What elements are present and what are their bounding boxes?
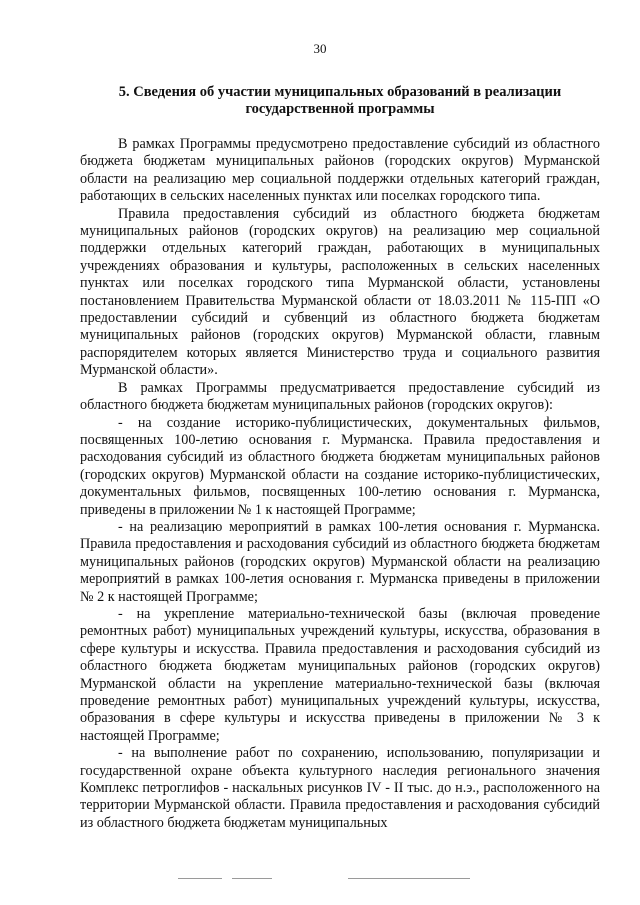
list-item-anniversary-events: - на реализацию мероприятий в рамках 100-летия основания г. Мурманска. Правила предоставления и расходования субсидий из областного бюджета бюджетам муниципальных районов (городских округов) Мурманской области на реализацию мероприятий в рамках 100-летия основания г. Мурманска приведены в приложении № 2 к настоящей Программе;: [80, 518, 600, 605]
list-item-petroglyphs: - на выполнение работ по сохранению, использованию, популяризации и государственной охране объекта культурного наследия регионального значения Комплекс петроглифов - наскальных рисунков IV - II тыс. до н.э., расположенного на территории Мурманской области. Правила предоставления и расходования субсидий из областного бюджета бюджетам муниципальных: [80, 745, 600, 831]
paragraph-program-subsidies: В рамках Программы предусматривается предоставление субсидий из областного бюджета бюджетам муниципальных районов (городских округов):: [80, 379, 600, 414]
footer-divider: [178, 878, 222, 879]
list-item-material-base: - на укрепление материально-технической базы (включая проведение ремонтных работ) муниципальных учреждений культуры, искусства, образования в сфере культуры и искусства. Правила предоставления и расходования субсидий из областного бюджета бюджетам муниципальных районов (городских округов) Мурманской области на укрепление материально-технической базы (включая проведение ремонтных работ) муниципальных учреждений культуры, искусства, образования в сфере культуры и искусства приведены в приложении № 3 к настоящей Программе;: [80, 605, 600, 744]
body-text: [80, 136, 600, 832]
section-heading: [90, 84, 590, 118]
list-item-documentary-films: - на создание историко-публицистических, документальных фильмов, посвященных 100-летию основания г. Мурманска. Правила предоставления и расходования субсидий из областного бюджета бюджетам муниципальных районов (городских округов) Мурманской области на создание историко-публицистических, документальных фильмов, посвященных 100-летию основания г. Мурманска, приведены в приложении № 1 к настоящей Программе;: [80, 414, 600, 518]
footer-divider: [232, 878, 272, 879]
section-heading-line-2: государственной программы: [245, 101, 435, 117]
footer-divider: [348, 878, 470, 879]
paragraph-rules-resolution: Правила предоставления субсидий из областного бюджета бюджетам муниципальных районов (городских округов) на реализацию мер социальной поддержки отдельных категорий граждан, работающих в муниципальных учреждениях образования и культуры, расположенных в сельских населенных пунктах или поселках городского типа Мурманской области, установлены постановлением Правительства Мурманской области от 18.03.2011 № 115-ПП «О предоставлении субсидий и субвенций из областного бюджета бюджетам муниципальных районов (городских округов) Мурманской области, главным распорядителем которых является Министерство труда и социального развития Мурманской области».: [80, 205, 600, 379]
page-number: 30: [313, 41, 327, 56]
paragraph-subsidies-intro: В рамках Программы предусмотрено предоставление субсидий из областного бюджета бюджетам муниципальных районов (городских округов) Мурманской области на реализацию мер социальной поддержки отдельных категорий граждан, работающих в сельских населенных пунктах или поселках городского типа.: [80, 136, 600, 205]
section-heading-line-1: 5. Сведения об участии муниципальных образований в реализации: [118, 84, 562, 100]
